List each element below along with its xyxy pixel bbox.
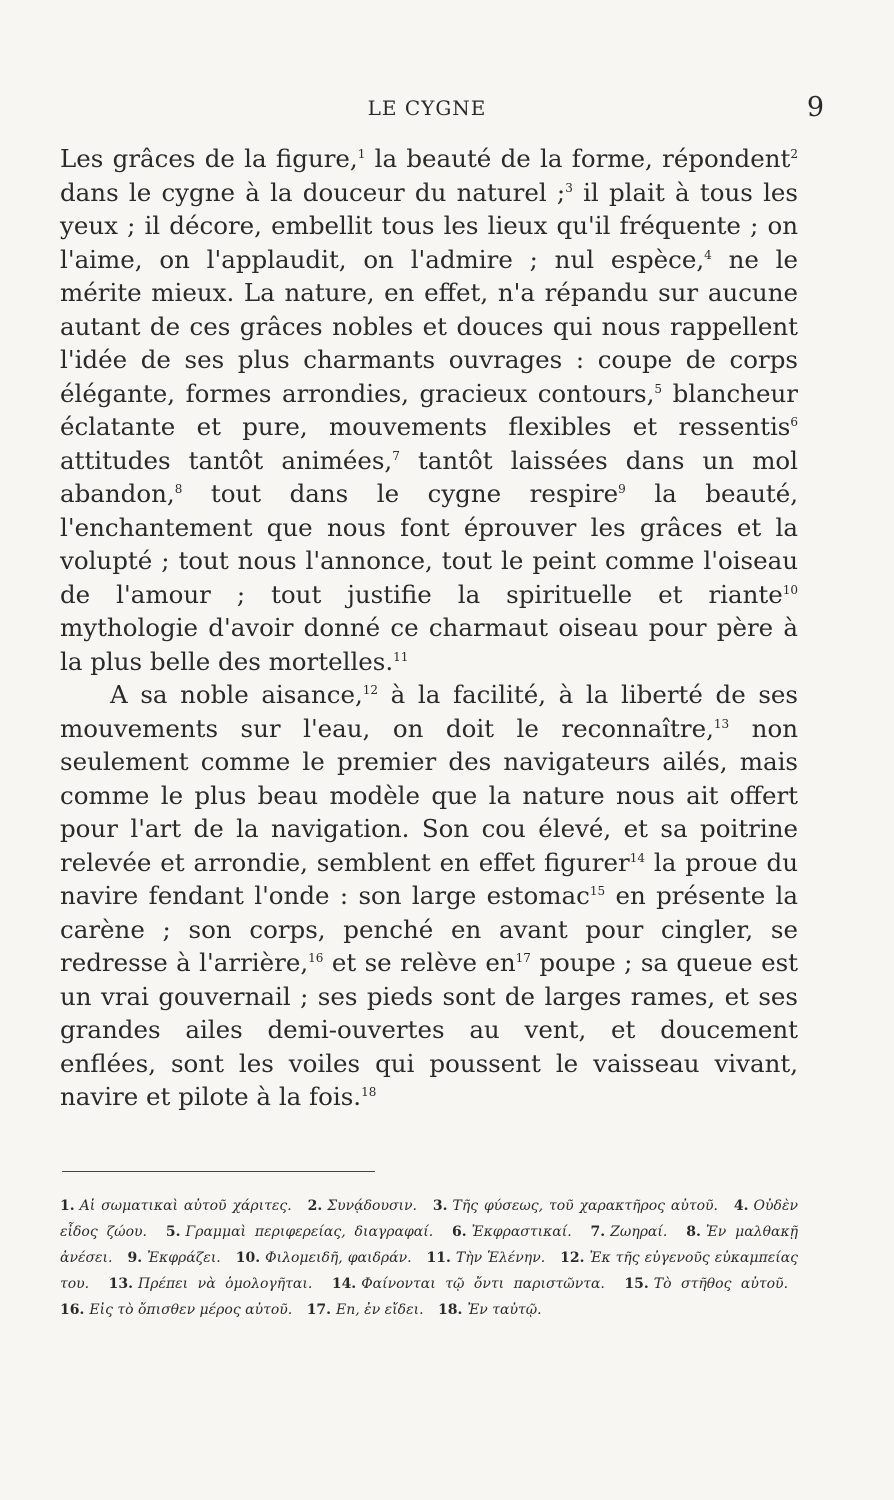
footnote-number: 5.	[165, 1224, 181, 1240]
footnote	[127, 1250, 230, 1266]
footnote-ref: 11	[393, 649, 409, 664]
running-head	[0, 92, 894, 128]
footnote-ref: 14	[629, 850, 645, 865]
footnote-ref: 1	[357, 146, 366, 161]
footnote-ref: 12	[362, 682, 379, 697]
footnote-ref: 9	[618, 481, 626, 496]
footnote-text: Τὸ στῆθος αὐτοῦ.	[653, 1276, 789, 1292]
text-run: A sa noble aisance,	[110, 680, 363, 709]
footnote-number: 15.	[624, 1276, 649, 1292]
footnote	[60, 1302, 302, 1318]
text-run: dans le cygne à la douceur du naturel ;	[60, 177, 566, 207]
footnote-text: Φιλομειδῆ, φαιδράν.	[265, 1250, 412, 1266]
footnote	[308, 1198, 427, 1214]
footnote	[433, 1198, 728, 1214]
footnote-number: 3.	[432, 1198, 448, 1214]
footnote	[109, 1276, 323, 1292]
text-run: mythologie d'avoir donné ce charmaut oiseau pour père à la plus belle des mortelles.	[60, 613, 798, 676]
footnote-number: 13.	[108, 1276, 134, 1292]
footnote-text: Γραμμαὶ περιφερείας, διαγραφαί.	[185, 1224, 434, 1240]
text-run: Les grâces de la figure,	[60, 144, 358, 173]
footnote-text: Τὴν Ἑλένην.	[455, 1250, 546, 1266]
footnote-text: Ἐκφραστικαί.	[471, 1224, 572, 1240]
footnote-number: 11.	[426, 1250, 451, 1266]
footnote	[452, 1224, 582, 1240]
running-title: LE CYGNE	[367, 96, 487, 120]
footnote	[166, 1224, 443, 1240]
footnote-ref: 7	[392, 448, 400, 463]
footnote-ref: 13	[713, 716, 730, 731]
footnote	[438, 1302, 552, 1318]
footnote-number: 10.	[235, 1250, 261, 1266]
footnote-ref: 17	[515, 950, 531, 965]
footnote-text: Τῆς φύσεως, τοῦ χαρακτῆρος αὐτοῦ.	[452, 1198, 718, 1214]
text-run: non seulement comme le premier des navigateurs ailés, mais comme le plus beau modèle que la nature nous ait offert pour l'art de la navigation. Son cou élevé, et sa poitrine relevée et arrondie, semblent en effet figurer	[60, 713, 798, 877]
footnote	[624, 1276, 798, 1292]
text-run: en présente la carène ; son corps, penché en avant pour cingler, se redresse à l'arrière,	[60, 881, 798, 977]
footnote-ref: 16	[308, 950, 324, 965]
footnote-ref: 4	[704, 247, 712, 262]
text-run: ne le mérite mieux. La nature, en effet, n'a répandu sur aucune autant de ces grâces nobles et douces qui nous rappellent l'idée de ses plus charmants ouvrages : coupe de corps élégante, formes arrondies, gracieux contours,	[60, 244, 798, 408]
text-run: tout dans le cygne respire	[182, 479, 619, 508]
footnote-text: Ἐκφράζει.	[147, 1250, 221, 1266]
footnote-number: 6.	[452, 1224, 467, 1240]
text-run: et se relève en	[323, 948, 516, 977]
footnote-text: Ἐν ταὐτῷ.	[467, 1302, 542, 1318]
footnote-number: 2.	[307, 1198, 323, 1214]
text-run: la proue du navire fendant l'onde : son large estomac	[60, 847, 798, 910]
footnote	[307, 1302, 434, 1318]
body-text	[60, 142, 798, 1114]
footnote-number: 7.	[590, 1224, 606, 1240]
footnote-ref: 8	[174, 481, 183, 496]
footnote-text: Ζωηραί.	[610, 1224, 668, 1240]
footnote-text: En, ἐν εἴδει.	[336, 1302, 424, 1318]
footnote	[60, 1198, 302, 1214]
text-run: à la facilité, à la liberté de ses mouvements sur l'eau, on doit le reconnaître,	[60, 680, 798, 743]
footnote-ref: 6	[790, 414, 798, 429]
footnote-text: Ἐν μαλθακῇ ἀνέσει.	[60, 1224, 799, 1266]
paragraph	[60, 678, 798, 1114]
footnote-ref: 2	[790, 146, 798, 161]
text-run: poupe ; sa queue est un vrai gouvernail ; ses pieds sont de larges rames, et ses grandes ailes demi-ouvertes au vent, et doucement enflées, sont les voiles qui poussent le vaisseau vivant, navire et pilote à la fois.	[60, 948, 798, 1111]
footnote	[332, 1276, 615, 1292]
footnote-rule	[62, 1171, 375, 1172]
footnote-number: 9.	[127, 1250, 143, 1266]
footnote	[236, 1250, 422, 1266]
footnote-ref: 15	[589, 883, 606, 898]
footnote-number: 8.	[686, 1224, 701, 1240]
footnote-ref: 5	[654, 381, 663, 396]
footnote-text: Πρέπει νὰ ὁμολογῆται.	[138, 1276, 313, 1292]
footnote-number: 12.	[560, 1250, 585, 1266]
footnote-number: 4.	[733, 1198, 749, 1214]
footnote-number: 14.	[331, 1276, 357, 1292]
footnote-text: Οὐδὲν εἶδος ζώου.	[60, 1198, 798, 1240]
text-run: tantôt laissées dans un mol abandon,	[60, 445, 799, 508]
footnote-number: 16.	[60, 1302, 85, 1318]
footnote	[427, 1250, 556, 1266]
footnote-ref: 3	[565, 180, 573, 195]
footnote-text: Αἱ σωματικαὶ αὐτοῦ χάριτες.	[79, 1198, 292, 1214]
text-run: blancheur éclatante et pure, mouvements flexibles et ressentis	[60, 378, 799, 441]
footnote-text: Ἐκ τῆς εὐγενοῦς εὐκαμπείας του.	[60, 1250, 798, 1292]
footnote-text: Συνᾴδουσιν.	[327, 1198, 417, 1214]
footnotes	[60, 1193, 798, 1323]
footnote-ref: 18	[361, 1084, 377, 1099]
text-run: il plait à tous les yeux ; il décore, embellit tous les lieux qu'il fréquente ; on l'aime, on l'applaudit, on l'admire ; nul espèce,	[60, 177, 798, 274]
footnote	[591, 1224, 678, 1240]
footnote-text: Εἰς τὸ ὄπισθεν μέρος αὐτοῦ.	[89, 1302, 293, 1318]
text-run: la beauté de la forme, répondent	[365, 144, 791, 173]
paragraph	[60, 142, 798, 678]
text-run: la beauté, l'enchantement que nous font éprouver les grâces et la volupté ; tout nous l'annonce, tout le peint comme l'oiseau de l'amour ; tout justifie la spirituelle et riante	[60, 479, 798, 609]
text-run: attitudes tantôt animées,	[60, 445, 393, 475]
footnote-number: 1.	[60, 1198, 75, 1214]
footnote-text: Φαίνονται τῷ ὄντι παριστῶντα.	[361, 1276, 605, 1292]
page-number: 9	[806, 92, 824, 123]
footnote-number: 18.	[438, 1302, 463, 1318]
footnote-ref: 10	[782, 582, 798, 597]
footnote-number: 17.	[306, 1302, 332, 1318]
